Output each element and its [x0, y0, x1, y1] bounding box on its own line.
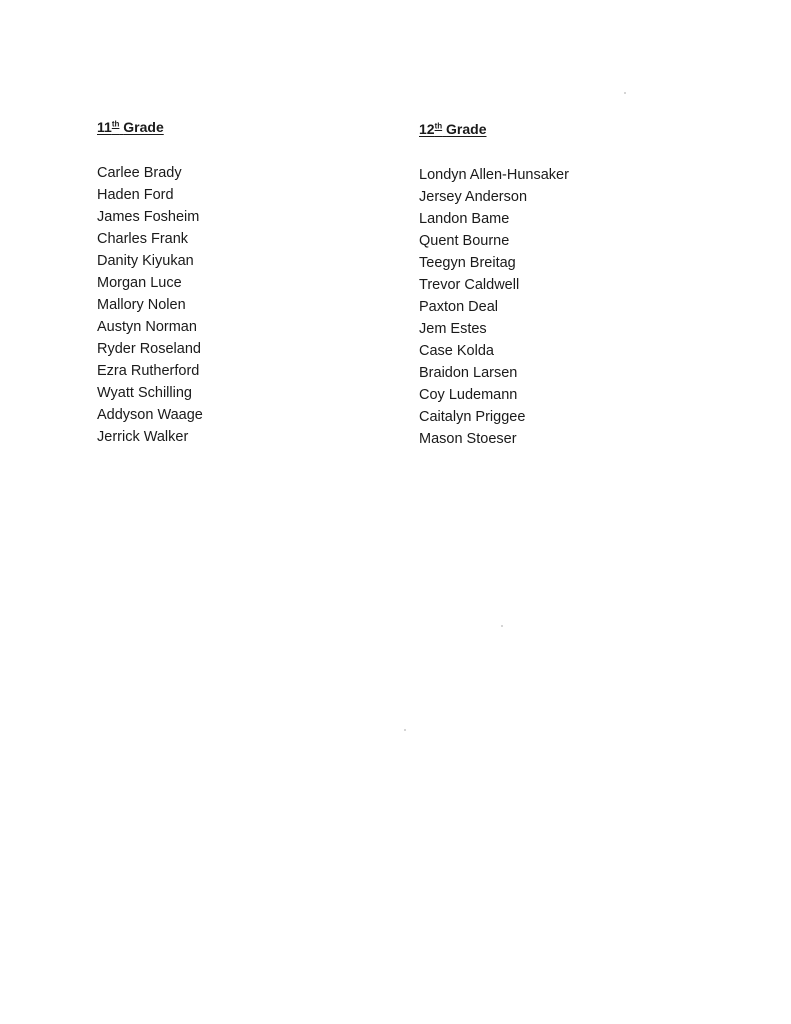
grade-12-suffix: th: [434, 121, 443, 131]
list-item: Haden Ford: [97, 187, 174, 203]
grade-12-word: Grade: [446, 121, 487, 137]
list-item: Wyatt Schilling: [97, 385, 192, 401]
grade-11-word: Grade: [123, 119, 164, 135]
list-item: Charles Frank: [97, 231, 189, 247]
list-item: Austyn Norman: [97, 319, 197, 335]
list-item: Jem Estes: [419, 321, 487, 337]
list-item: Quent Bourne: [419, 233, 510, 249]
list-item: Landon Bame: [419, 211, 510, 227]
grade-12-heading: [419, 120, 569, 138]
list-item: Londyn Allen-Hunsaker: [419, 167, 569, 183]
list-item: Carlee Brady: [97, 165, 182, 181]
grade-12-column: [419, 120, 569, 450]
list-item: Mallory Nolen: [97, 297, 186, 313]
grade-11-heading: [97, 118, 203, 136]
list-item: Jerrick Walker: [97, 429, 189, 445]
list-item: Braidon Larsen: [419, 365, 518, 381]
grade-12-number: 12: [419, 121, 435, 137]
list-item: Addyson Waage: [97, 407, 203, 423]
list-item: Ezra Rutherford: [97, 363, 200, 379]
list-item: Morgan Luce: [97, 275, 182, 291]
grade-11-column: [97, 118, 203, 448]
list-item: Caitalyn Priggee: [419, 409, 526, 425]
list-item: Trevor Caldwell: [419, 277, 520, 293]
list-item: Mason Stoeser: [419, 431, 517, 447]
grade-12-name-list: [419, 164, 569, 450]
grade-11-number: 11: [97, 119, 112, 135]
grade-11-suffix: th: [111, 119, 120, 129]
list-item: Paxton Deal: [419, 299, 498, 315]
scan-speck: [501, 625, 503, 627]
list-item: Case Kolda: [419, 343, 494, 359]
list-item: Coy Ludemann: [419, 387, 518, 403]
scan-speck: [404, 729, 406, 731]
list-item: Jersey Anderson: [419, 189, 528, 205]
list-item: James Fosheim: [97, 209, 200, 225]
list-item: Danity Kiyukan: [97, 253, 194, 269]
list-item: Teegyn Breitag: [419, 255, 516, 271]
scan-speck: [624, 92, 626, 94]
grade-11-name-list: [97, 162, 203, 448]
list-item: Ryder Roseland: [97, 341, 201, 357]
